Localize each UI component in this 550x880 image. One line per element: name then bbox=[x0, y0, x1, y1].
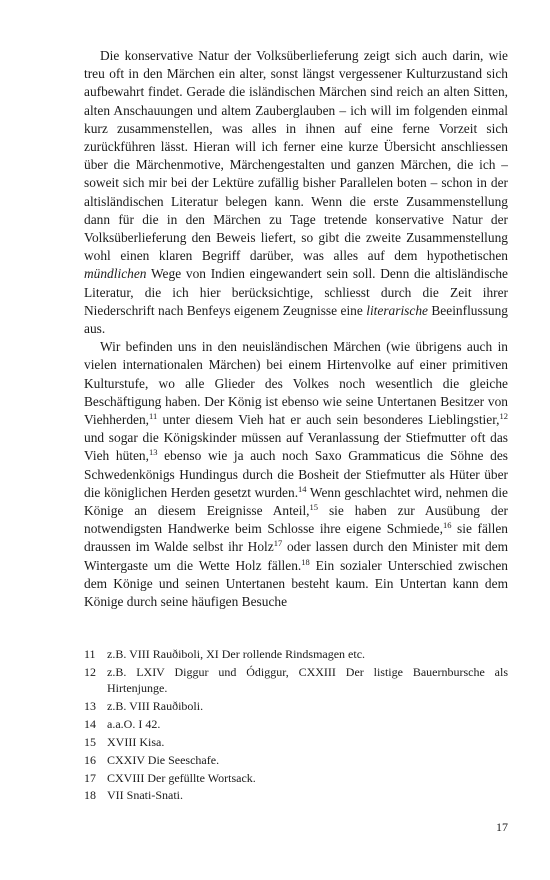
footnote-number: 17 bbox=[84, 770, 96, 785]
footnote-number: 16 bbox=[84, 752, 96, 767]
footnote-number: 13 bbox=[84, 698, 96, 713]
footnote-text: z.B. VIII Rauðiboli, XI Der rollende Rindsmagen etc. bbox=[107, 647, 366, 661]
footnote-text: CXVIII Der gefüllte Wortsack. bbox=[107, 770, 256, 785]
footnote-number: 18 bbox=[84, 788, 96, 803]
footnotes bbox=[84, 647, 508, 806]
emphasis-text: mündlichen bbox=[84, 266, 147, 282]
footnote-reference[interactable]: 14 bbox=[298, 483, 307, 494]
footnote-reference[interactable]: 17 bbox=[273, 538, 283, 549]
footnote-reference[interactable]: 16 bbox=[442, 520, 452, 531]
footnote-text: z.B. VIII Rauðiboli. bbox=[107, 698, 204, 713]
footnote-reference[interactable]: 18 bbox=[301, 556, 310, 567]
footnote-number: 14 bbox=[84, 716, 96, 731]
footnote-number: 11 bbox=[84, 647, 96, 661]
paragraph: Die konservative Natur der Volksüberlieferung zeigt sich auch darin, wie treu oft in den Märchen ein alter, sonst längst vergessener Kulturzustand sich aufbewahrt findet. Gerade die isländischen Märchen sind reich an alten Sitten, alten Anschauungen und altem Zauberglauben – ich will im folgenden einmal kurz zusammenstellen, was alles in ihnen auf eine ferne Vorzeit sich zurückführen lässt. Hieran will ich ferner eine kurze Übersicht anschliessen über die Märchenmotive, Märchengestalten und ganzen Märchen, die ich – soweit sich mir bei der Lektüre zufällig bisher Parallelen boten – schon in der altisländischen Literatur belegen kann. Wenn die erste Zusammenstellung dann für die in den Märchen zu Tage tretende konservative Natur der Volksüberlieferung den Beweis liefert, so gibt die zweite Zusammenstellung wohl einen klaren Begriff darüber, was alles auf dem hypothetischen mündlichen Wege von Indien eingewandert sein soll. Denn die altisländische Literatur, die ich hier berücksichtige, schliesst durch die Zeit ihrer Niederschrift nach Benfeys eigenem Zeugnisse eine literarische Beeinflussung aus. bbox=[84, 48, 508, 337]
footnote bbox=[84, 665, 508, 696]
footnote bbox=[84, 771, 508, 787]
footnote-text: VII Snati-Snati. bbox=[107, 788, 183, 803]
footnote-text: CXXIV Die Seeschafe. bbox=[107, 752, 220, 767]
footnote-reference[interactable]: 15 bbox=[309, 502, 319, 513]
footnote bbox=[84, 753, 508, 769]
footnote bbox=[84, 699, 508, 715]
footnote-number: 12 bbox=[84, 664, 96, 679]
footnote-reference[interactable]: 11 bbox=[149, 411, 158, 422]
body-text bbox=[84, 47, 508, 611]
footnote-reference[interactable]: 12 bbox=[499, 411, 508, 422]
page-number: 17 bbox=[496, 820, 508, 834]
footnote-reference[interactable]: 13 bbox=[148, 447, 158, 458]
footnote-text: z.B. LXIV Diggur und Ódiggur, CXXIII Der listige Bauernbursche als Hirtenjunge. bbox=[107, 664, 508, 695]
footnote bbox=[84, 735, 508, 751]
emphasis-text: literarische bbox=[366, 302, 428, 318]
footnote-text: XVIII Kisa. bbox=[107, 734, 165, 749]
paragraph: Wir befinden uns in den neuisländischen Märchen (wie übrigens auch in vielen internationalen Märchen) bei einem Hirtenvolke auf einer primitiven Kulturstufe, wo alle Glieder des Volkes noch wesentlich die gleiche Beschäftigung haben. Der König ist ebenso wie seine Untertanen Besitzer von Viehherden,$^{11}$ unter diesem Vieh hat er auch sein besonderes Lieblingstier,$^{12}$ und sogar die Königskinder müssen auf Veranlassung der Stiefmutter oft das Vieh hüten,$^{13}$ ebenso wie ja auch noch Saxo Grammaticus die Söhne des Schwedenkönigs Hundingus durch die Bosheit der Stiefmutter als Hüter über die königlichen Herden gesetzt wurden.$^{14}$ Wenn geschlachtet wird, nehmen die Könige an diesem Ereignisse Anteil,$^{15}$ sie haben zur Ausübung der notwendigsten Handwerke beim Schlosse ihre eigene Schmiede,$^{16}$ sie fällen draussen im Walde selbst ihr Holz$^{17}$ oder lassen durch den Minister mit dem Wintergaste um die Wette Holz fällen.$^{18}$ Ein sozialer Unterschied zwischen dem Könige und seinen Untertanen besteht kaum. Ein Untertan kann dem Könige durch seine häufigen Besuche bbox=[84, 339, 509, 610]
footnote bbox=[84, 717, 508, 733]
footnote-number: 15 bbox=[84, 734, 96, 749]
footnote-text: a.a.O. I 42. bbox=[107, 716, 161, 731]
footnote bbox=[84, 788, 508, 804]
footnote bbox=[84, 647, 508, 663]
